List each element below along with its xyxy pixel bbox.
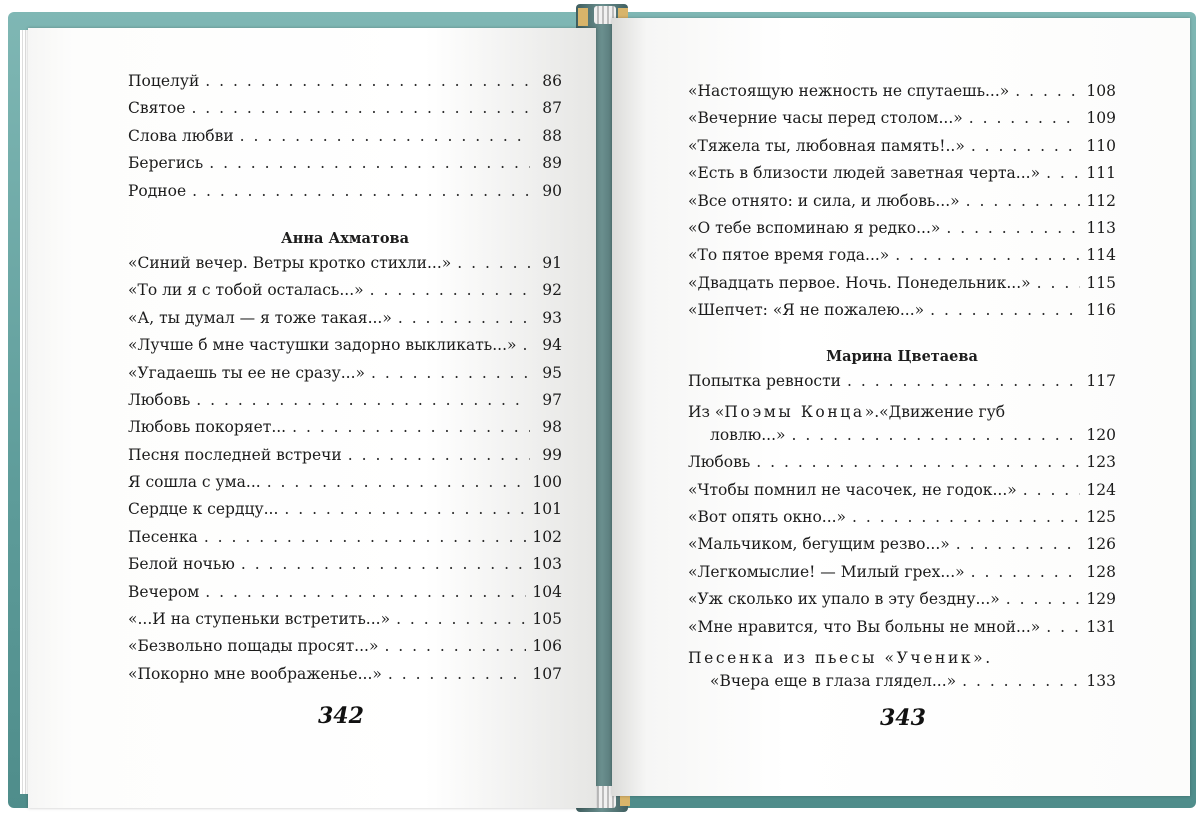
toc-entry-line: Из «Поэмы Конца».«Движение губ	[688, 402, 1006, 421]
toc-entry: «Угадаешь ты ее не сразу...» . . . 95	[128, 364, 562, 391]
author-heading: Марина Цветаева	[826, 347, 978, 365]
toc-entry: «Легкомыслие! — Милый грех...» . . . 128	[688, 563, 1116, 590]
toc-entry: Берегись . . . 89	[128, 154, 562, 181]
toc-entry: «Есть в близости людей заветная черта...» . . . 111	[688, 164, 1116, 191]
toc-entry: Родное . . . 90	[128, 182, 562, 209]
toc-entry: «Тяжела ты, любовная память!..» . . . 110	[688, 137, 1116, 164]
toc-entry: «Уж сколько их упало в эту бездну...» . . . 129	[688, 590, 1116, 617]
toc-entry: «Все отнято: и сила, и любовь...» . . . 112	[688, 192, 1116, 219]
toc-entry: Любовь . . . 97	[128, 391, 562, 418]
toc-entry: «Вечерние часы перед столом...» . . . 109	[688, 109, 1116, 136]
toc-entry: Песенка . . . 102	[128, 528, 562, 555]
toc-entry: «Покорно мне воображенье...» . . . 107	[128, 665, 562, 692]
right-toc	[688, 82, 1116, 699]
toc-entry: Любовь покоряет... . . . 98	[128, 418, 562, 445]
toc-entry: «Настоящую нежность не спутаешь...» . . . 108	[688, 82, 1116, 109]
toc-entry: «То ли я с тобой осталась...» . . . 92	[128, 281, 562, 308]
toc-entry: ловлю...» . . . 120	[688, 426, 1116, 453]
toc-entry: «Безвольно пощады просят...» . . . 106	[128, 637, 562, 664]
toc-entry: «...И на ступеньки встретить...» . . . 105	[128, 610, 562, 637]
left-toc	[128, 72, 562, 692]
toc-entry: «Лучше б мне частушки задорно выкликать...» . . . 94	[128, 336, 562, 363]
toc-entry: Сердце к сердцу... . . . 101	[128, 500, 562, 527]
toc-entry: «Синий вечер. Ветры кротко стихли...» . . . 91	[128, 254, 562, 281]
author-heading: Анна Ахматова	[280, 229, 410, 247]
toc-entry: «О тебе вспоминаю я редко...» . . . 113	[688, 219, 1116, 246]
toc-entry: Песня последней встречи . . . 99	[128, 446, 562, 473]
spine-gilding	[578, 8, 588, 26]
toc-entry-line: Песенка из пьесы «Ученик».	[688, 649, 993, 668]
toc-entry: Вечером . . . 104	[128, 583, 562, 610]
toc-entry: «Мальчиком, бегущим резво...» . . . 126	[688, 535, 1116, 562]
page-number: 343	[880, 705, 926, 731]
toc-entry: Белой ночью . . . 103	[128, 555, 562, 582]
toc-entry: Любовь . . . 123	[688, 453, 1116, 480]
toc-entry: Святое . . . 87	[128, 99, 562, 126]
toc-entry: Слова любви . . . 88	[128, 127, 562, 154]
toc-entry: «А, ты думал — я тоже такая...» . . . 93	[128, 309, 562, 336]
toc-entry: «Двадцать первое. Ночь. Понедельник...» . . . 115	[688, 274, 1116, 301]
toc-entry: «Мне нравится, что Вы больны не мной...» . . . 131	[688, 618, 1116, 645]
toc-entry: «Вот опять окно...» . . . 125	[688, 508, 1116, 535]
toc-entry: «Вчера еще в глаза глядел...» . . . 133	[688, 672, 1116, 699]
toc-entry: «То пятое время года...» . . . 114	[688, 246, 1116, 273]
toc-entry: Попытка ревности . . . 117	[688, 372, 1116, 399]
toc-entry: Поцелуй . . . 86	[128, 72, 562, 99]
toc-entry: Я сошла с ума... . . . 100	[128, 473, 562, 500]
toc-entry: «Шепчет: «Я не пожалею...» . . . 116	[688, 301, 1116, 328]
page-number: 342	[318, 703, 364, 729]
toc-entry: «Чтобы помнил не часочек, не годок...» . . . 124	[688, 481, 1116, 508]
